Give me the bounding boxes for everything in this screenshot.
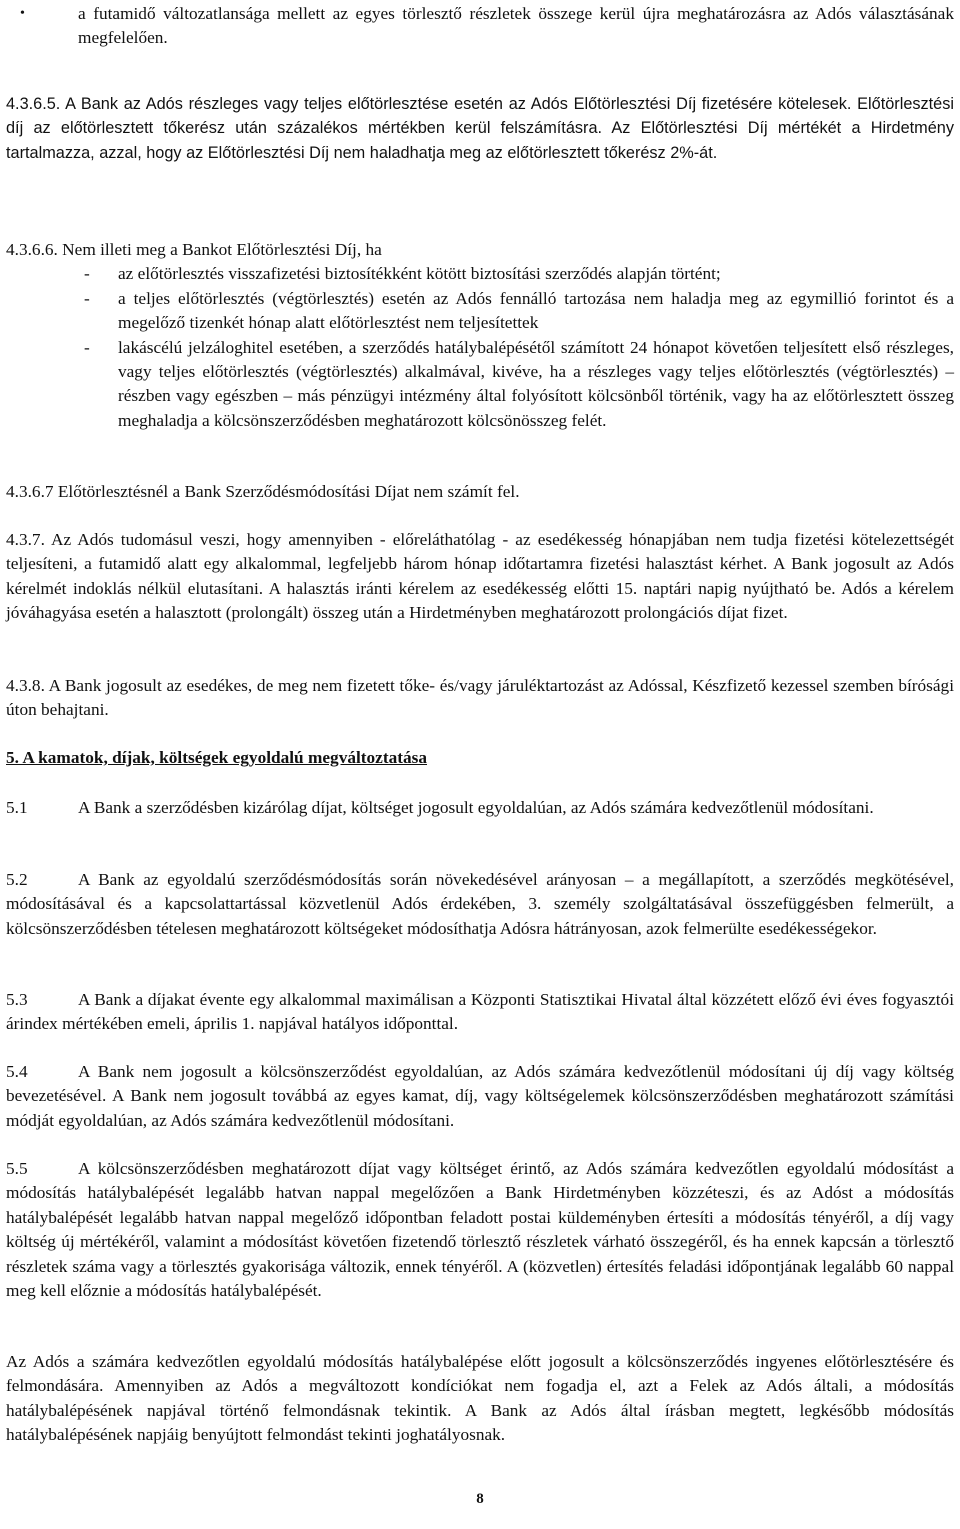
- section-number: 5.3: [6, 990, 28, 1009]
- section-number: 5.5: [6, 1159, 28, 1178]
- section-5-4: [6, 1060, 954, 1133]
- section-5-5: [6, 1157, 954, 1303]
- list-item-text: a teljes előtörlesztés (végtörlesztés) esetén az Adós fennálló tartozása nem haladja meg az egymillió forintot és a megelőző tizenkét hónap alatt előtörlesztést nem teljesítettek: [118, 288, 954, 333]
- list-item-text: lakáscélú jelzáloghitel esetében, a szerződés hatálybalépésétől számított 24 hónapot követően teljesített első részleges, vagy teljes előtörlesztés (végtörlesztés) alkalmával, kivéve, ha a részleges vagy teljes előtörlesztés (végtörlesztés) – részben vagy egészben – más pénzügyi intézmény által folyósított kölcsönből történik, vagy ha az előtörlesztett összeg meghaladja a kölcsönszerződésben meghatározott kölcsönösszeg felét.: [118, 337, 954, 430]
- closing-paragraph: Az Adós a számára kedvezőtlen egyoldalú módosítás hatálybalépése előtt jogosult a kölcsönszerződés ingyenes előtörlesztésére és felmondására. Amennyiben az Adós a megváltozott kondíciókat nem fogadja el, azt a Felek az Adós általi, a módosítás hatálybalépésének napjával történő felmondásnak tekintik. A Bank az Adós által írásban megtett, legkésőbb módosítás hatálybalépésének napjáig benyújtott felmondást tekinti joghatályosnak.: [6, 1352, 954, 1445]
- bullet-text: a futamidő változatlansága mellett az egyes törlesztő részletek összege kerül újra meghatározásra az Adós választásának megfelelően.: [78, 4, 954, 48]
- section-5-heading: [6, 746, 954, 770]
- section-text: A Bank az egyoldalú szerződésmódosítás során növekedésével arányosan – a megállapított, a szerződés megkötésével, módosításával és a kapcsolattartással közvetlenül Adós érdekében, 3. személy szolgáltatásával összefüggésben felmerült, a kölcsönszerződésben tételesen meghatározott költségeket módosíthatja Adósra hátrányosan, azok felmerülte esedékességekor.: [6, 870, 954, 938]
- section-text: A Bank a díjakat évente egy alkalommal maximálisan a Központi Statisztikai Hivatal által közzétett előző évi éves fogyasztói árindex mértékében emeli, április 1. napjával hatályos időponttal.: [6, 990, 954, 1034]
- section-4-3-6-5: 4.3.6.5. A Bank az Adós részleges vagy teljes előtörlesztése esetén az Adós Előtörlesztési Díj fizetésére kötelesek. Előtörlesztési díj az előtörlesztett tőkerész után százalékos mértékben kerül felszámításra. Az Előtörlesztési Díj mértékét a Hirdetmény tartalmazza, azzal, hogy az Előtörlesztési Díj nem haladhatja meg az előtörlesztett tőkerész 2%-át.: [6, 95, 954, 162]
- section-4-3-6-7: 4.3.6.7 Előtörlesztésnél a Bank Szerződésmódosítási Díjat nem számít fel.: [6, 482, 520, 501]
- dash-marker: -: [84, 337, 90, 357]
- list-item: [6, 262, 954, 286]
- section-text: A kölcsönszerződésben meghatározott díjat vagy költséget érintő, az Adós számára kedvezőtlen egyoldalú módosítást a módosítás hatálybalépését legalább hatvan nappal megelőzően a Bank Hirdetményben közzéteszi, és az Adóst a módosítás hatálybalépését legalább hatvan nappal megelőző időpontban feladott postai küldeményben értesíti a módosítás tényéről, a díj vagy költség új mértékéről, valamint a módosítást követően fizetendő törlesztő részletek várható összegéről, és ha ennek kapcsán a törlesztő részletek száma vagy a törlesztés gyakorisága változik, ennek tényéről. A (közvetlen) értesítés feladási időpontjának legalább 60 nappal meg kell előznie a módosítás hatálybalépését.: [6, 1159, 954, 1301]
- section-4-3-7: 4.3.7. Az Adós tudomásul veszi, hogy amennyiben - előreláthatólag - az esedékesség hónapjában nem tudja fizetési kötelezettségét teljesíteni, a futamidő alatt egy alkalommal, legfeljebb három hónap időtartamra fizetési halasztást kérhet. A Bank jogosult az Adós kérelmét indoklás nélkül elutasítani. A halasztás iránti kérelem az esedékesség előtti 15. naptári napig nyújtható be. Adós a kérelem jóváhagyása esetén a halasztott (prolongált) összeg után a Hirdetményben meghatározott prolongációs díjat fizet.: [6, 530, 954, 623]
- bullet-icon: •: [20, 6, 25, 21]
- section-text: A Bank nem jogosult a kölcsönszerződést egyoldalúan, az Adós számára kedvezőtlenül módosítani új díj vagy költség bevezetésével. A Bank nem jogosult továbbá az egyes kamat, díj, vagy költségelemek kölcsönszerződésben meghatározott számítási módját egyoldalúan, az Adós számára kedvezőtlenül módosítani.: [6, 1062, 954, 1130]
- page-number: 8: [476, 1491, 484, 1507]
- list-item-text: az előtörlesztés visszafizetési biztosítékként kötött biztosítási szerződés alapján történt;: [118, 264, 721, 284]
- section-4-3-8: 4.3.8. A Bank jogosult az esedékes, de meg nem fizetett tőke- és/vagy járuléktartozást az Adóssal, Készfizető kezessel szemben bírósági úton behajtani.: [6, 676, 954, 720]
- section-number: 5.2: [6, 870, 28, 889]
- section-4-3-6-6: [6, 238, 954, 433]
- section-text: A Bank a szerződésben kizárólag díjat, költséget jogosult egyoldalúan, az Adós számára kedvezőtlenül módosítani.: [78, 798, 874, 817]
- dash-marker: -: [84, 288, 90, 308]
- section-number: 5.1: [6, 798, 28, 817]
- section-number: 5.4: [6, 1062, 28, 1081]
- section-4-3-6-6-intro: 4.3.6.6. Nem illeti meg a Bankot Előtörlesztési Díj, ha: [6, 240, 382, 259]
- list-item: [6, 336, 954, 434]
- bullet-paragraph: [6, 2, 954, 51]
- section-5-2: [6, 868, 954, 941]
- section-5-1: [6, 796, 954, 820]
- list-item: [6, 287, 954, 336]
- section-5-heading-text: 5. A kamatok, díjak, költségek egyoldalú megváltoztatása: [6, 748, 428, 767]
- dash-marker: -: [84, 264, 90, 284]
- section-5-3: [6, 988, 954, 1037]
